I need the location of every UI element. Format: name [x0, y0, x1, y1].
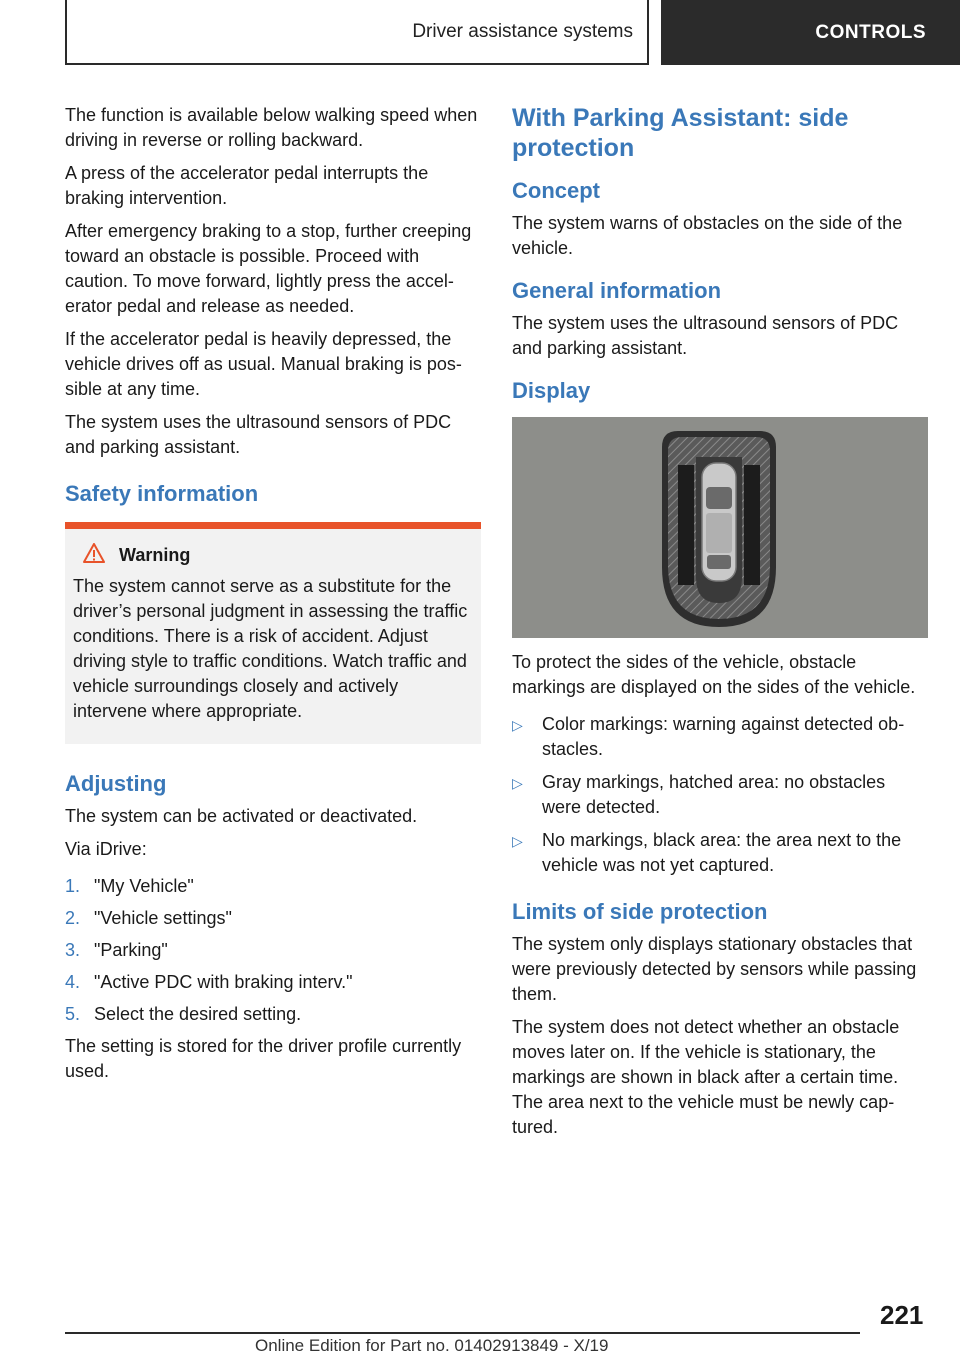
general-heading: General information — [512, 278, 722, 303]
right-column — [512, 103, 928, 1148]
paragraph: The system warns of obstacles on the side of the vehicle. — [512, 213, 903, 258]
list-item: 5. Select the desired setting. — [65, 1004, 302, 1024]
paragraph: The function is available below walking speed when driving in reverse or rolling backward. — [65, 105, 478, 150]
list-item: ▷ Color markings: warning against detected obstacles. — [512, 712, 928, 762]
paragraph: The system does not detect whether an obstacle moves later on. If the vehicle is stationary, the markings are shown in black after a certain time. The area next to the vehicle must be newly captured. — [512, 1017, 900, 1137]
bullet-list — [512, 712, 928, 878]
paragraph: Via iDrive: — [65, 839, 147, 859]
list-item: 4. "Active PDC with braking interv." — [65, 972, 353, 992]
list-item: 3. "Parking" — [65, 940, 168, 960]
list-item: 1. "My Vehicle" — [65, 876, 194, 896]
header-section-label: Driver assistance systems — [412, 20, 633, 42]
list-item: ▷ Gray markings, hatched area: no obstacles were detected. — [512, 770, 928, 820]
limits-heading: Limits of side protection — [512, 899, 768, 924]
header-chapter-tab — [661, 0, 960, 65]
triangle-bullet-icon: ▷ — [512, 717, 523, 733]
display-heading: Display — [512, 378, 591, 403]
list-item: 2. "Vehicle settings" — [65, 908, 232, 928]
paragraph: If the accelerator pedal is heavily depressed, the vehicle drives off as usual. Manual braking is possible at any time. — [65, 329, 462, 399]
paragraph: The system can be activated or deactivated. — [65, 806, 418, 826]
footer-edition: Online Edition for Part no. 01402913849 - X/19 — [255, 1336, 609, 1355]
page-number: 221 — [880, 1300, 924, 1330]
warning-triangle-icon — [83, 543, 105, 568]
steps-list — [65, 874, 481, 1027]
safety-heading: Safety information — [65, 481, 259, 506]
warning-bar — [65, 522, 481, 529]
header-section-tab — [65, 0, 649, 65]
side-protection-display-image — [512, 417, 928, 638]
paragraph: The system only displays stationary obstacles that were previously detected by sensors while passing them. — [512, 934, 917, 1004]
left-column — [65, 103, 481, 1092]
warning-text: The system cannot serve as a substitute for the driver’s personal judgment in assessing the traffic conditions. There is a risk of accident. Adjust driving style to traffic conditions. Watch traffic and vehicle surroundings closely and actively intervene where appropriate. — [73, 576, 468, 721]
adjusting-heading: Adjusting — [65, 771, 167, 796]
paragraph: A press of the accelerator pedal interrupts the braking intervention. — [65, 163, 429, 208]
list-item: ▷ No markings, black area: the area next to the vehicle was not yet captured. — [512, 828, 928, 878]
warning-title: Warning — [119, 545, 191, 565]
triangle-bullet-icon: ▷ — [512, 833, 523, 849]
header-chapter-label: CONTROLS — [815, 21, 926, 43]
triangle-bullet-icon: ▷ — [512, 775, 523, 791]
paragraph: After emergency braking to a stop, further creeping toward an obstacle is possible. Proceed with caution. To move forward, lightly press the accelerator pedal and release as needed. — [65, 221, 472, 316]
paragraph: The system uses the ultrasound sensors of PDC and parking assistant. — [65, 412, 452, 457]
footer-divider — [65, 1332, 860, 1334]
paragraph: The system uses the ultrasound sensors of PDC and parking assistant. — [512, 313, 899, 358]
paragraph: To protect the sides of the vehicle, obstacle markings are displayed on the sides of the vehicle. — [512, 652, 916, 697]
warning-box — [65, 529, 481, 744]
section-title: With Parking Assistant: side protection — [512, 104, 849, 162]
paragraph: The setting is stored for the driver profile currently used. — [65, 1036, 462, 1081]
concept-heading: Concept — [512, 178, 600, 203]
warning-header — [73, 543, 473, 568]
